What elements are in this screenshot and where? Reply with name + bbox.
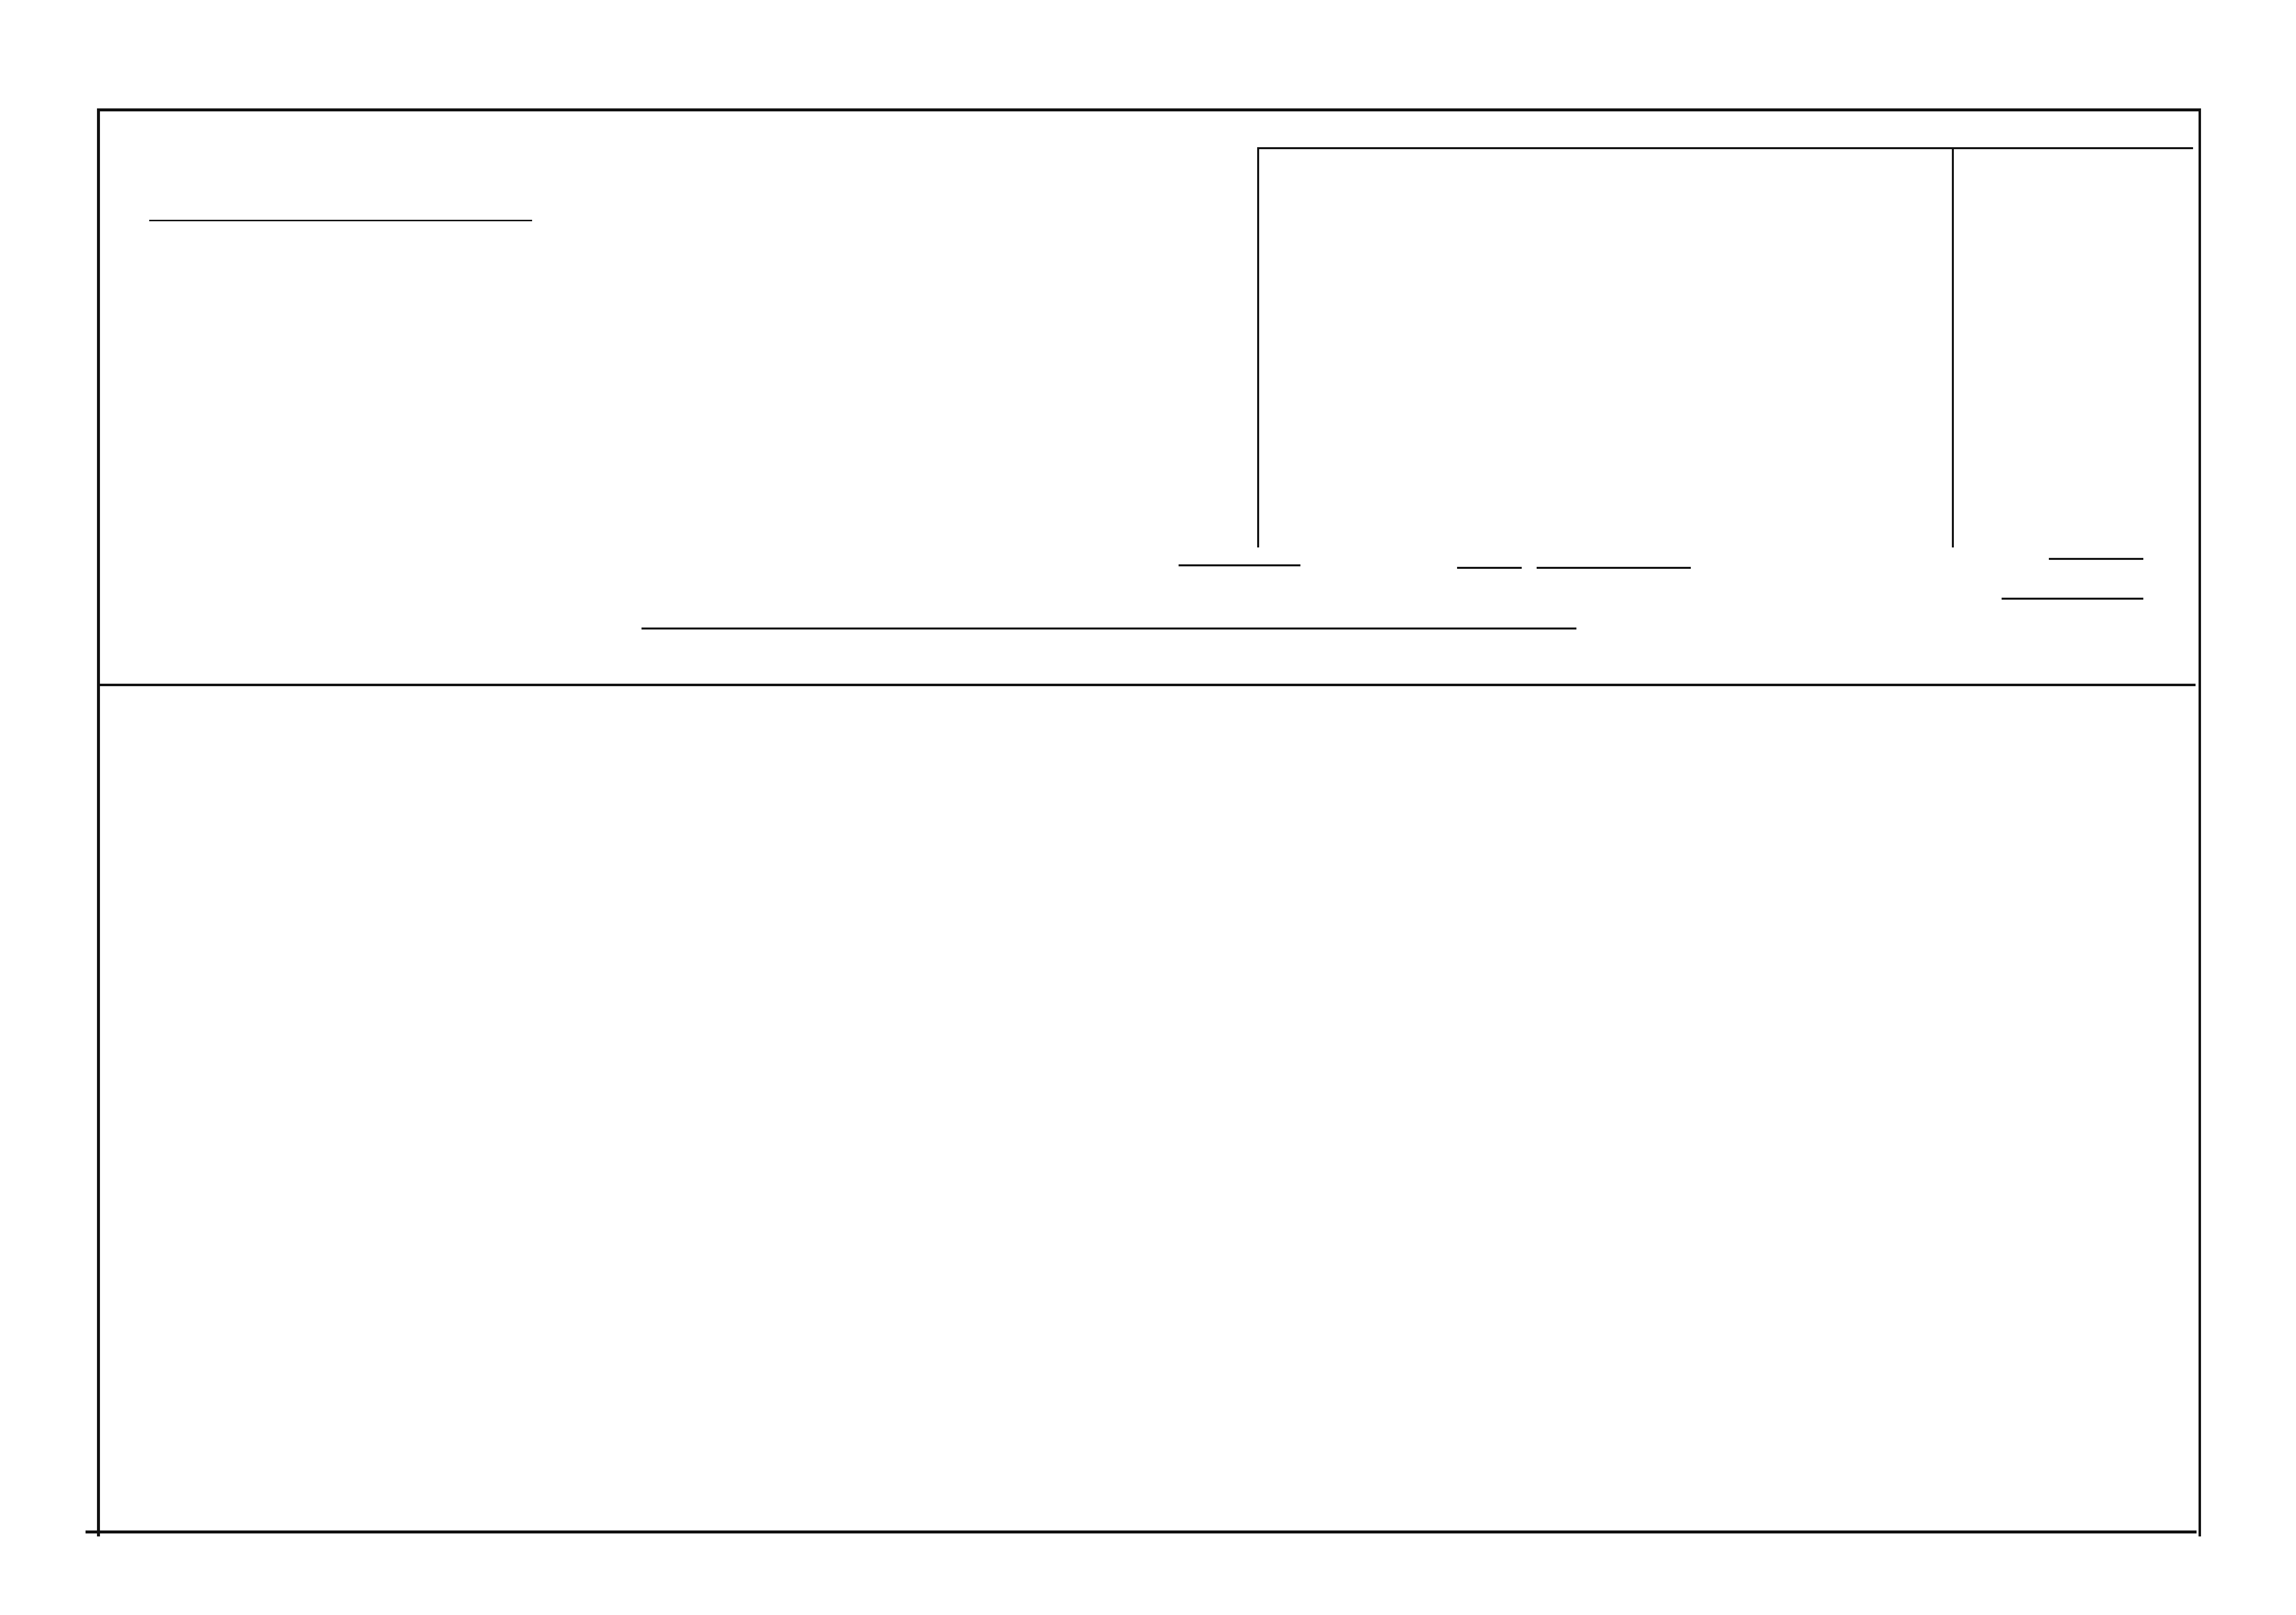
- spec-subject: [642, 628, 1576, 629]
- spec-day: [1457, 567, 1522, 569]
- table-top-border: [97, 684, 2196, 686]
- codes-divider: [1952, 147, 1954, 547]
- spec-month: [1537, 567, 1691, 569]
- sheet-value: [2002, 598, 2143, 600]
- total-sheets-value: [2049, 558, 2143, 560]
- form-frame: [97, 108, 2201, 1536]
- table-bottom-border: [86, 1530, 2197, 1533]
- spec-number: [1179, 564, 1300, 566]
- codes-top-line: [1258, 147, 2193, 149]
- codes-left-border: [1257, 147, 1259, 547]
- approve-signature-line: [149, 220, 532, 221]
